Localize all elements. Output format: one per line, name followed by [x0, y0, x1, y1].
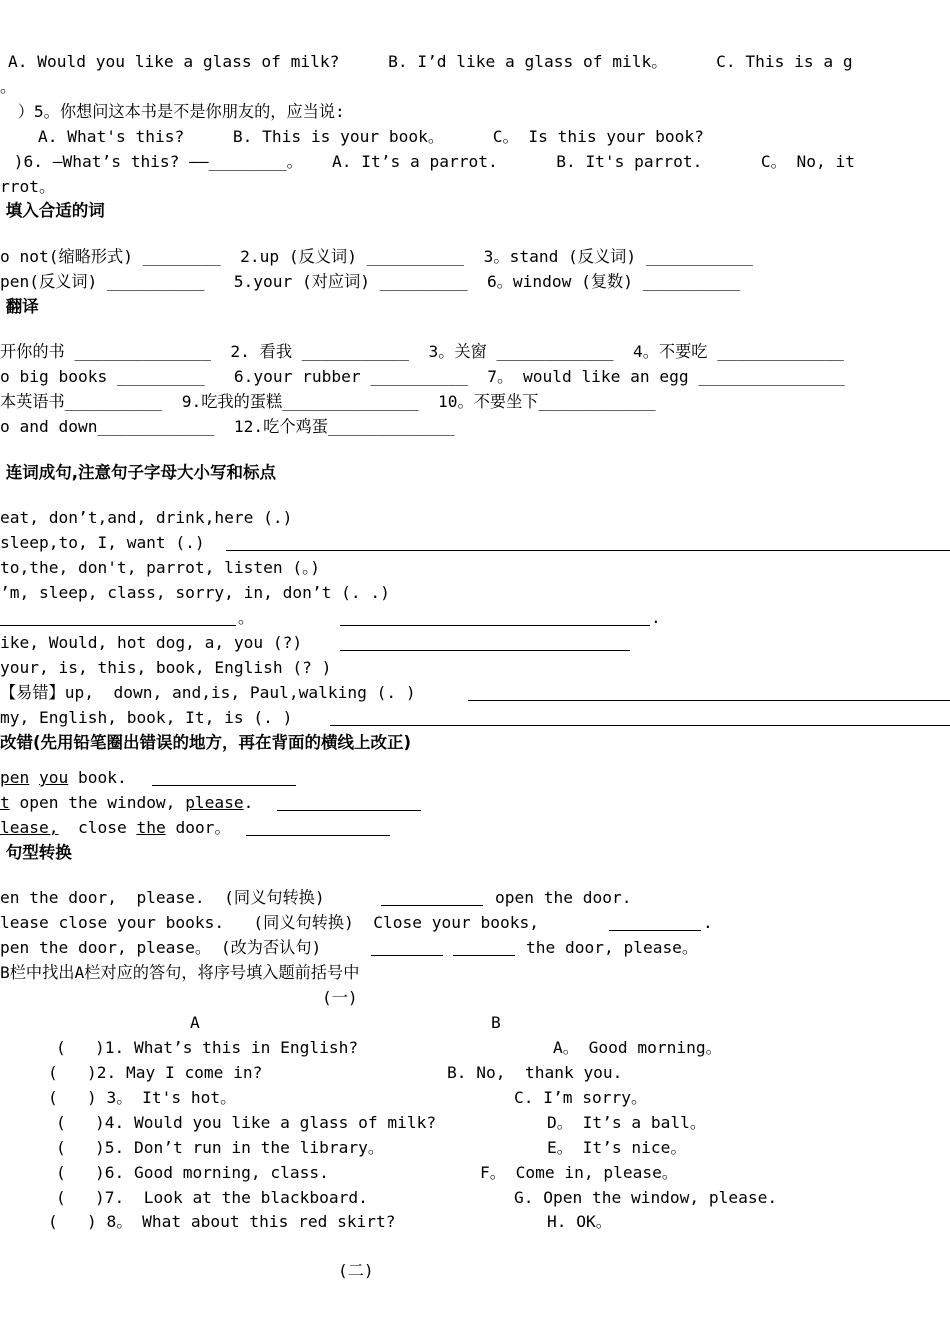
match-b-item: B. No, thank you. — [447, 1063, 623, 1082]
transform-row-3-text: pen the door, please。 (改为否认句) — [0, 938, 322, 957]
marked-word: you — [39, 768, 69, 787]
answer-line[interactable] — [453, 937, 515, 956]
match-a-item: ( )2. May I come in? — [48, 1063, 263, 1082]
match-a-item: ( ) 3。 It's hot。 — [48, 1088, 237, 1107]
match-b-item: C. I’m sorry。 — [514, 1088, 648, 1107]
translate-row-3: 本英语书__________ 9.吃我的蛋糕______________ 10。不要坐下____________ — [0, 392, 656, 411]
answer-line[interactable] — [371, 937, 443, 956]
answer-line[interactable] — [226, 532, 950, 551]
transform-row-1-text: en the door, please. (同义句转换) — [0, 888, 325, 907]
match-b-item: F。 Come in, please。 — [480, 1163, 679, 1182]
translate-row-1: 开你的书 ______________ 2. 看我 ___________ 3。关窗 ____________ 4。不要吃 _____________ — [0, 342, 844, 361]
marked-word: lease, — [0, 818, 59, 837]
q5-stem: ）5。你想问这本书是不是你朋友的，应当说: — [8, 102, 345, 121]
answer-punctuation: . — [651, 608, 661, 627]
marked-word: pen — [0, 768, 30, 787]
correct-row-1: pen you book. — [0, 768, 127, 787]
reorder-sentence-1: eat, don’t,and, drink,here (.) — [0, 508, 293, 527]
section-heading-translate: 翻译 — [0, 297, 39, 316]
match-part-2-label: (二) — [338, 1261, 374, 1280]
answer-line[interactable] — [330, 707, 950, 726]
fill-words-row-2: pen(反义词) __________ 5.your (对应词) _________ 6。window (复数) __________ — [0, 272, 741, 291]
answer-line[interactable] — [609, 912, 701, 931]
q6-tail: rrot。 — [0, 177, 56, 196]
column-a-header: A — [190, 1013, 200, 1032]
correct-row-2: t open the window, please. — [0, 793, 254, 812]
answer-line[interactable] — [152, 767, 296, 786]
reorder-sentence-3: to,the, don't, parrot, listen (。) — [0, 558, 320, 577]
q5-options: A. What's this? B. This is your book。 C。 Is this your book? — [38, 127, 704, 146]
answer-line[interactable] — [381, 887, 483, 906]
match-b-item: H. OK。 — [547, 1212, 612, 1231]
match-b-item: E。 It’s nice。 — [547, 1138, 687, 1157]
section-heading-fill-words: 填入合适的词 — [0, 201, 105, 220]
reorder-sentence-2: sleep,to, I, want (.) — [0, 533, 205, 552]
marked-word: t — [0, 793, 10, 812]
answer-line[interactable] — [277, 792, 421, 811]
answer-line[interactable] — [340, 607, 650, 626]
translate-row-2: o big books _________ 6.your rubber __________ 7。 would like an egg _______________ — [0, 367, 845, 386]
answer-punctuation: 。 — [238, 608, 255, 627]
q4-options: A. Would you like a glass of milk? B. I’d like a glass of milk。 C. This is a g — [8, 52, 853, 71]
match-a-item: ( )4. Would you like a glass of milk? — [56, 1113, 437, 1132]
transform-row-2-end: . — [703, 913, 713, 932]
answer-line[interactable] — [0, 607, 236, 626]
match-b-item: G. Open the window, please. — [514, 1188, 778, 1207]
correct-row-3: lease, close the door。 — [0, 818, 231, 837]
transform-row-2-text: lease close your books. (同义句转换) Close your books, — [0, 913, 539, 932]
answer-line[interactable] — [340, 632, 630, 651]
reorder-sentence-6: your, is, this, book, English (? ) — [0, 658, 332, 677]
fill-words-row-1: o not(缩略形式) ________ 2.up (反义词) __________ 3。stand (反义词) ___________ — [0, 247, 754, 266]
reorder-sentence-5: ike, Would, hot dog, a, you (?) — [0, 633, 303, 652]
section-heading-correct: 改错(先用铅笔圈出错误的地方，再在背面的横线上改正) — [0, 733, 412, 752]
match-instruction: B栏中找出A栏对应的答句，将序号填入题前括号中 — [0, 963, 360, 982]
transform-row-1-end: open the door. — [495, 888, 632, 907]
answer-line[interactable] — [246, 817, 390, 836]
transform-row-3-end: the door, please。 — [526, 938, 699, 957]
section-heading-reorder: 连词成句,注意句子字母大小写和标点 — [0, 463, 277, 482]
reorder-sentence-4: ’m, sleep, class, sorry, in, don’t (. .) — [0, 583, 390, 602]
reorder-sentence-8: my, English, book, It, is (. ) — [0, 708, 293, 727]
match-a-item: ( )7. Look at the blackboard. — [56, 1188, 368, 1207]
match-b-item: D。 It’s a ball。 — [547, 1113, 707, 1132]
reorder-sentence-7: 【易错】up, down, and,is, Paul,walking (. ) — [0, 683, 416, 702]
match-a-item: ( )1. What’s this in English? — [56, 1038, 359, 1057]
section-heading-transform: 句型转换 — [0, 843, 72, 862]
match-a-item: ( )6. Good morning, class. — [56, 1163, 329, 1182]
marked-word: please — [185, 793, 244, 812]
answer-line[interactable] — [468, 682, 950, 701]
match-part-1-label: (一) — [322, 988, 358, 1007]
translate-row-4: o and down____________ 12.吃个鸡蛋_____________ — [0, 417, 455, 436]
q6-line: )6. –What’s this? ——________。 A. It’s a parrot. B. It's parrot. C。 No, it — [4, 152, 856, 171]
marked-word: the — [136, 818, 166, 837]
column-b-header: B — [491, 1013, 501, 1032]
match-b-item: A。 Good morning。 — [553, 1038, 722, 1057]
match-a-item: ( ) 8。 What about this red skirt? — [48, 1212, 396, 1231]
match-a-item: ( )5. Don’t run in the library。 — [56, 1138, 385, 1157]
q4-tail: 。 — [0, 77, 17, 96]
